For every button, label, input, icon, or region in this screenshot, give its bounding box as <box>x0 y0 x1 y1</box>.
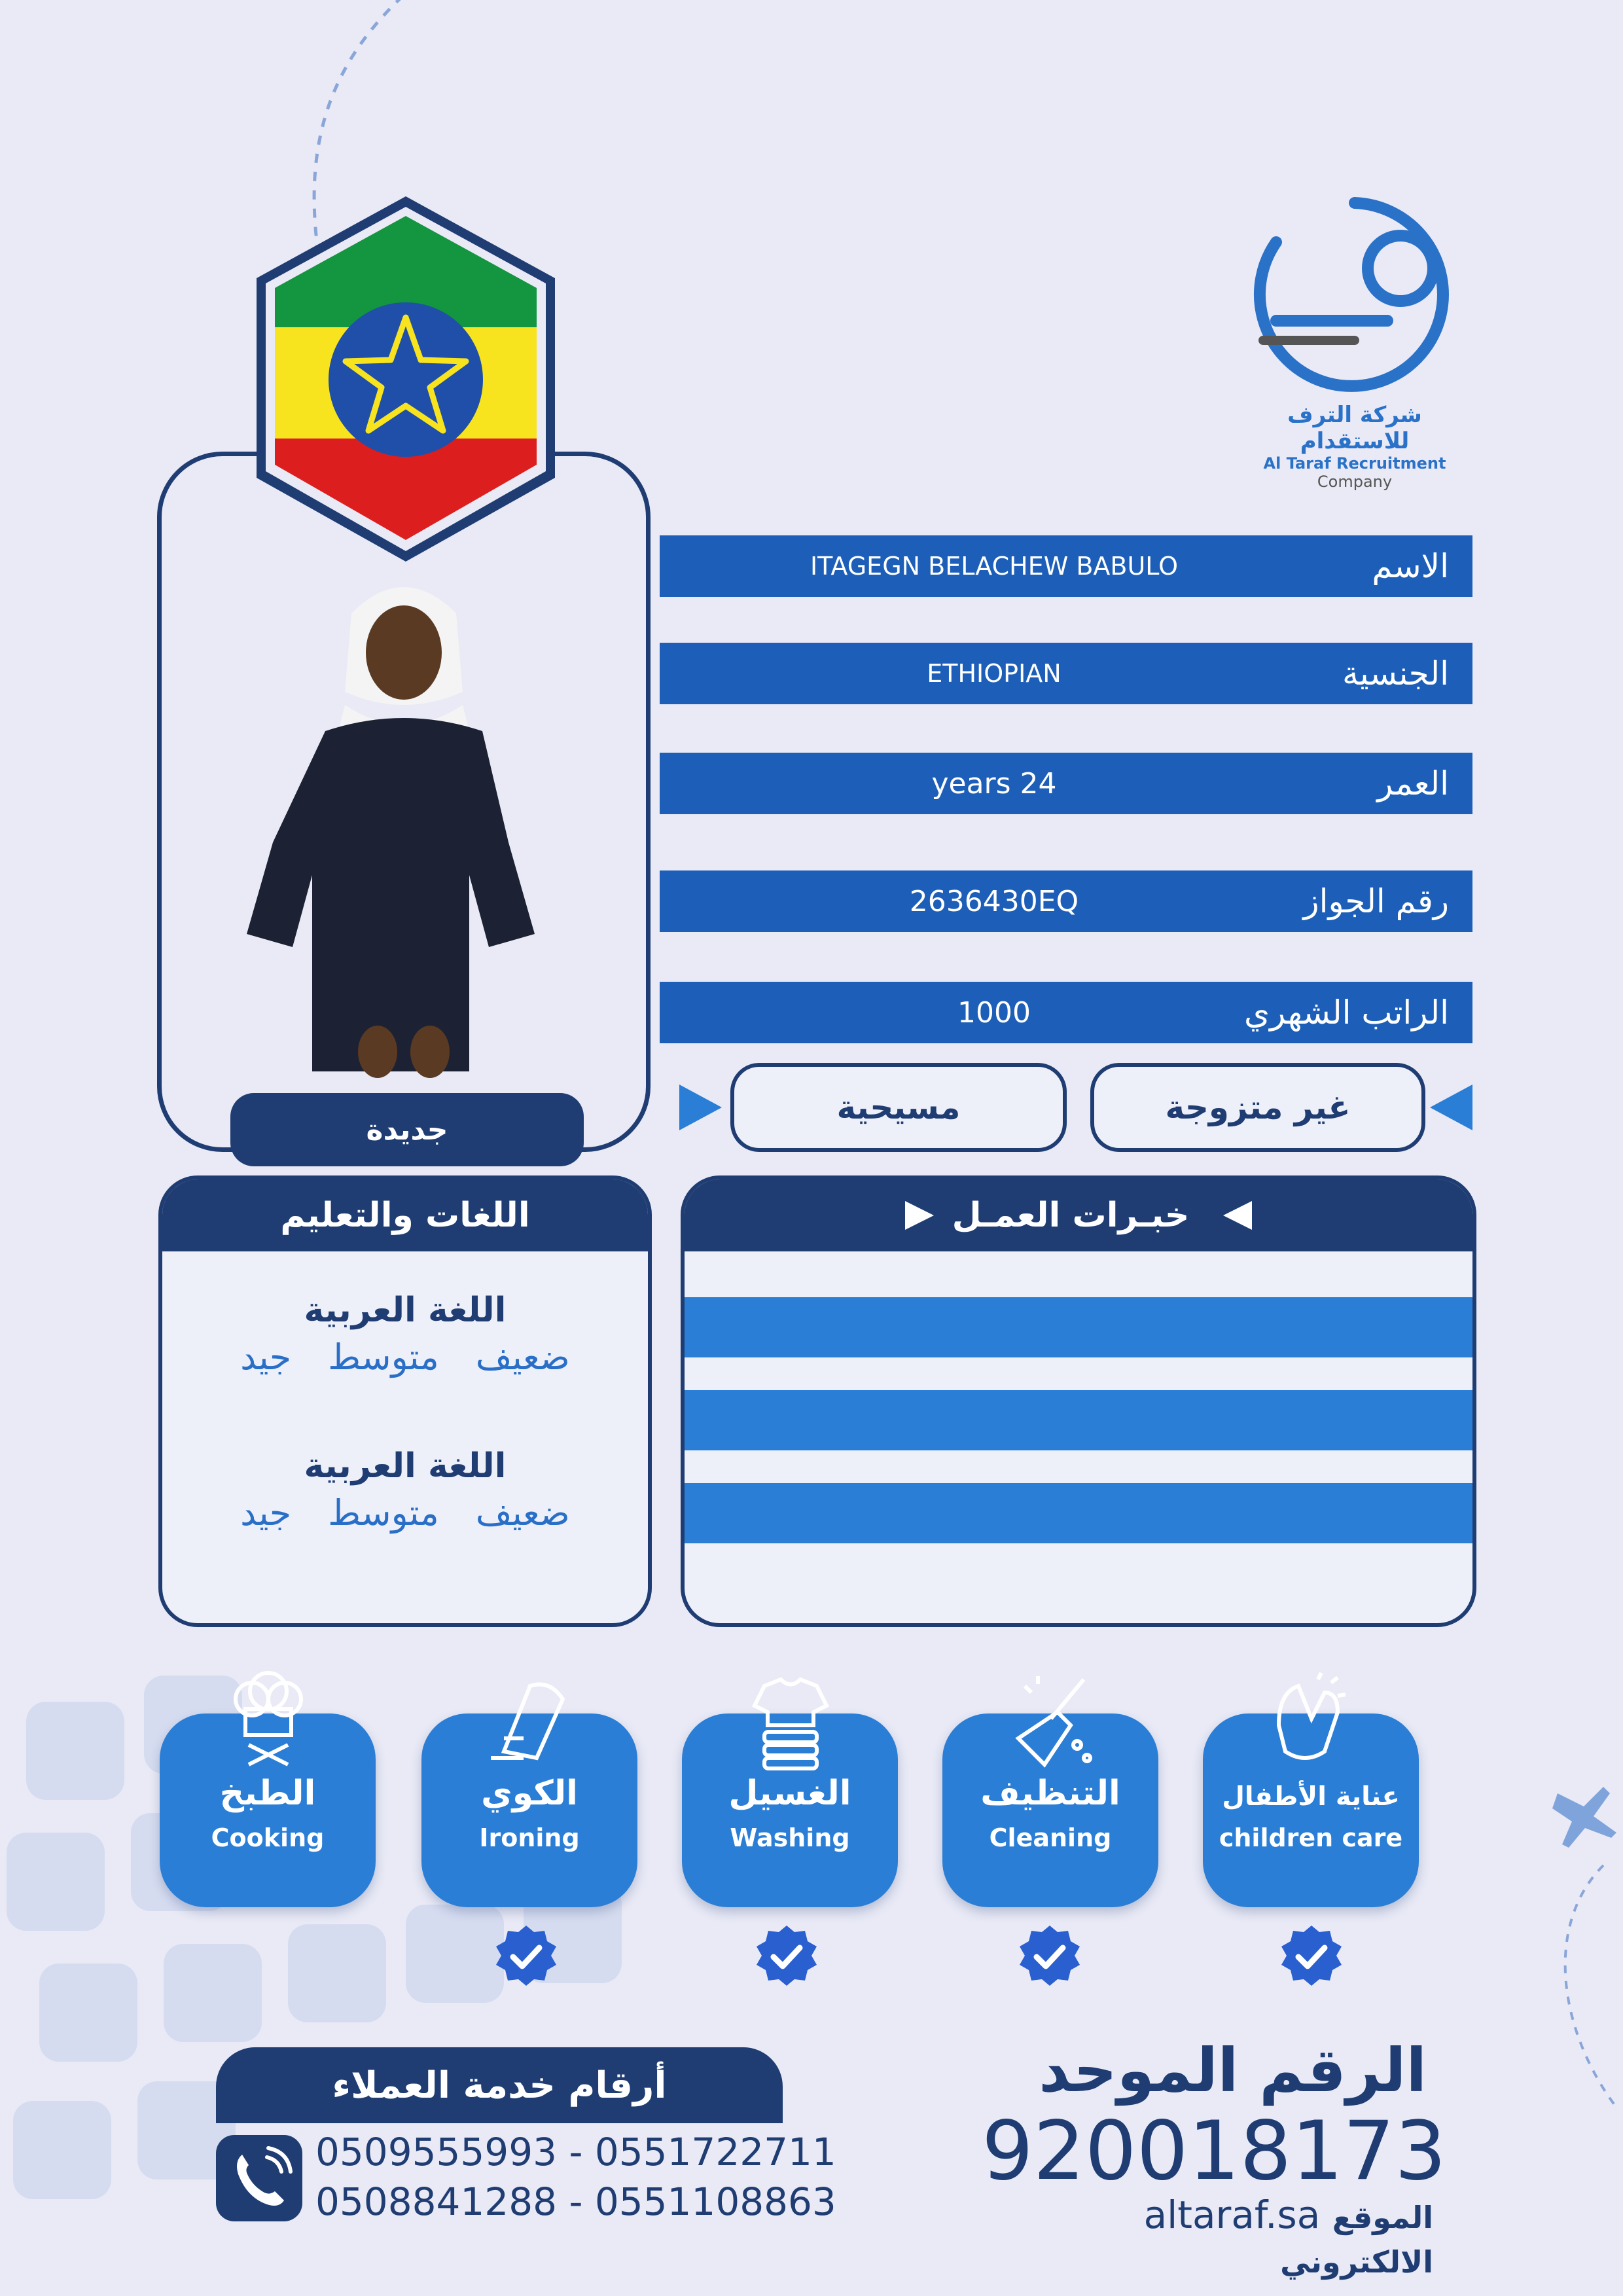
check-badge-icon <box>755 1924 818 1987</box>
arrow-right-white-icon <box>902 1198 936 1232</box>
skill-label-ar: عناية الأطفال <box>1222 1782 1400 1812</box>
unified-number[interactable]: 920018173 <box>982 2104 1447 2198</box>
customer-phones-line-2[interactable]: 0508841288 - 0551108863 <box>315 2179 836 2224</box>
level-weak: ضعيف <box>475 1336 570 1378</box>
experience-row <box>685 1483 1472 1543</box>
customer-service-title: أرقام خدمة العملاء <box>216 2047 783 2123</box>
worker-status-badge: جديدة <box>230 1093 584 1166</box>
check-badge-icon <box>495 1924 558 1987</box>
company-name-ar: شركة الترف للاستقدام <box>1287 402 1422 454</box>
language-item <box>162 1291 648 1378</box>
age-label: العمر <box>1377 764 1449 802</box>
arrow-left-icon <box>1427 1081 1479 1134</box>
passport-value: 2636430EQ <box>909 884 1079 918</box>
nationality-label: الجنسية <box>1342 655 1449 692</box>
chef-hat-icon <box>216 1666 321 1771</box>
arrow-right-icon <box>673 1081 725 1134</box>
skill-label-en: Cooking <box>211 1823 325 1852</box>
broom-icon <box>999 1666 1103 1771</box>
customer-phones-line-1[interactable]: 0509555993 - 0551722711 <box>315 2130 836 2174</box>
website-line <box>995 2193 1433 2282</box>
experience-title: خبـرات العمـل <box>952 1196 1190 1235</box>
iron-icon <box>478 1666 582 1771</box>
logo-mark-icon <box>1250 190 1459 399</box>
info-row-salary <box>660 982 1472 1043</box>
company-logo <box>1230 190 1479 491</box>
check-badge-icon <box>1280 1924 1343 1987</box>
phone-icon-box <box>216 2135 302 2221</box>
info-row-passport <box>660 870 1472 932</box>
name-label: الاسم <box>1372 547 1449 585</box>
info-row-age <box>660 753 1472 814</box>
language-name: اللغة العربية <box>304 1291 507 1330</box>
skill-label-ar: الغسيل <box>728 1774 851 1813</box>
info-row-name <box>660 535 1472 597</box>
nationality-value: ETHIOPIAN <box>927 659 1061 688</box>
info-row-nationality <box>660 643 1472 704</box>
language-name: اللغة العربية <box>304 1446 507 1486</box>
hands-icon <box>1259 1666 1364 1771</box>
experience-row <box>685 1390 1472 1450</box>
passport-label: رقم الجواز <box>1303 882 1449 920</box>
ethiopia-flag-icon <box>236 190 576 569</box>
marital-status-pill: غير متزوجة <box>1090 1063 1425 1152</box>
level-good: جيد <box>240 1492 292 1534</box>
level-good: جيد <box>240 1336 292 1378</box>
phone-icon <box>216 2135 302 2221</box>
website-link[interactable]: altaraf.sa <box>1143 2193 1321 2237</box>
skill-label-en: Washing <box>730 1823 850 1852</box>
salary-value: 1000 <box>957 996 1031 1030</box>
company-name-en: Al Taraf Recruitment Company <box>1263 454 1446 491</box>
languages-title: اللغات والتعليم <box>162 1179 648 1251</box>
level-medium: متوسط <box>328 1336 439 1378</box>
laundry-icon <box>738 1666 843 1771</box>
language-item <box>162 1446 648 1534</box>
salary-label: الراتب الشهري <box>1243 994 1449 1031</box>
age-value: years 24 <box>931 766 1057 800</box>
skill-label-ar: الطبخ <box>219 1774 316 1813</box>
experience-panel <box>681 1175 1476 1627</box>
experience-row <box>685 1297 1472 1357</box>
level-weak: ضعيف <box>475 1492 570 1534</box>
unified-number-label: الرقم الموحد <box>1039 2036 1427 2106</box>
languages-panel <box>158 1175 652 1627</box>
website-label: الموقع الالكتروني <box>1280 2200 1433 2280</box>
check-badge-icon <box>1018 1924 1081 1987</box>
religion-pill: مسيحية <box>730 1063 1067 1152</box>
name-value: ITAGEGN BELACHEW BABULO <box>810 552 1179 581</box>
skill-label-en: Ironing <box>479 1823 580 1852</box>
skill-label-en: children care <box>1219 1823 1403 1852</box>
arrow-left-white-icon <box>1221 1198 1255 1232</box>
skill-label-ar: التنظيف <box>980 1774 1120 1813</box>
experience-header <box>685 1179 1472 1251</box>
skill-label-en: Cleaning <box>989 1823 1112 1852</box>
level-medium: متوسط <box>328 1492 439 1534</box>
skill-label-ar: الكوي <box>481 1774 578 1813</box>
airplane-decoration <box>1518 1767 1623 2134</box>
